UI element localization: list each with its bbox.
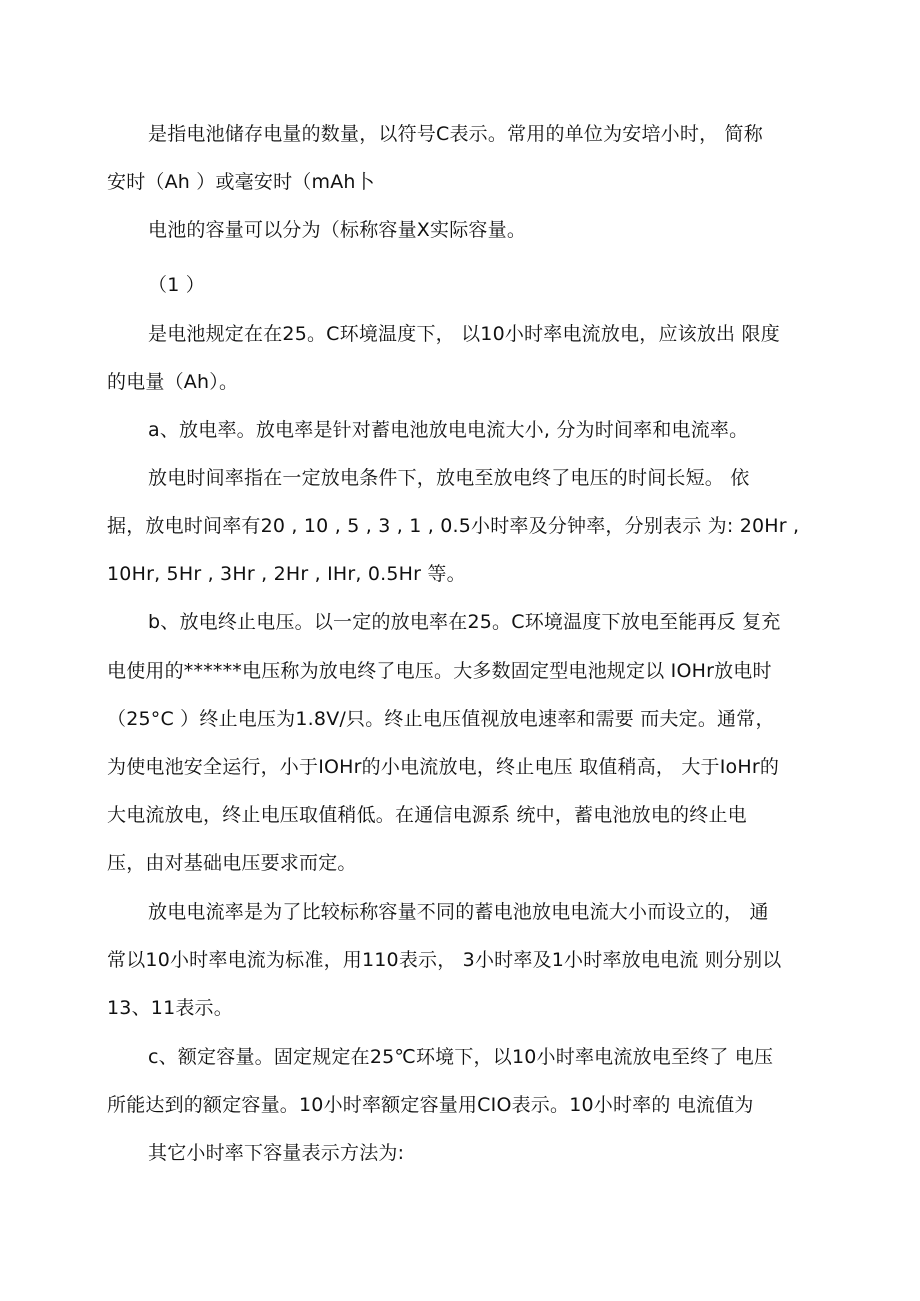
text-line-other-rates: 其它小时率下容量表示方法为:: [148, 1142, 405, 1164]
text-line-time-rate-values: 据，放电时间率有20 , 10 , 5 , 3 , 1 , 0.5小时率及分钟率，分别表示 为: 20Hr ,: [107, 515, 800, 537]
text-line-cutoff-voltage-4: 为使电池安全运行，小于IOHr的小电流放电，终止电压 取值稍高， 大于IoHr的: [107, 756, 780, 778]
text-line-cutoff-voltage-5: 大电流放电，终止电压取值稍低。在通信电源系 统中，蓄电池放电的终止电: [107, 804, 747, 826]
text-line-capacity-definition: 是指电池储存电量的数量，以符号C表示。常用的单位为安培小时， 简称: [148, 123, 763, 145]
text-line-time-rate-hr: 10Hr, 5Hr , 3Hr , 2Hr , IHr, 0.5Hr 等。: [107, 563, 466, 585]
section-number: （1 ）: [148, 274, 205, 296]
text-line-discharge-rate: a、放电率。放电率是针对蓄电池放电电流大小, 分为时间率和电流率。: [148, 419, 749, 441]
text-line-rated-capacity: 是电池规定在在25。C环境温度下， 以10小时率电流放电，应该放出 限度: [148, 323, 780, 345]
text-line-nominal-capacity: c、额定容量。固定规定在25℃环境下，以10小时率电流放电至终了 电压: [148, 1046, 774, 1068]
text-line-cutoff-voltage-3: （25°C ）终止电压为1.8V/只。终止电压值视放电速率和需要 而夫定。通常，: [107, 708, 775, 730]
text-line-current-rate: 放电电流率是为了比较标称容量不同的蓄电池放电电流大小而设立的， 通: [148, 901, 769, 923]
text-line-cutoff-voltage-6: 压，由对基础电压要求而定。: [107, 852, 357, 874]
text-line-current-rate-2: 常以10小时率电流为标准，用110表示， 3小时率及1小时率放电电流 则分别以: [107, 949, 782, 971]
text-line-time-rate: 放电时间率指在一定放电条件下，放电至放电终了电压的时间长短。 依: [148, 467, 750, 489]
text-line-current-rate-3: 13、11表示。: [107, 997, 233, 1019]
text-line-cutoff-voltage-2: 电使用的******电压称为放电终了电压。大多数固定型电池规定以 IOHr放电时: [107, 660, 772, 682]
text-line-capacity-types: 电池的容量可以分为（标称容量X实际容量。: [148, 219, 527, 241]
text-line-cutoff-voltage: b、放电终止电压。以一定的放电率在25。C环境温度下放电至能再反 复充: [148, 611, 781, 633]
text-line-rated-capacity-cont: 的电量（Ah）。: [107, 371, 239, 393]
text-line-capacity-units: 安时（Ah ）或毫安时（mAh卜: [107, 171, 375, 193]
text-line-nominal-capacity-2: 所能达到的额定容量。10小时率额定容量用CIO表示。10小时率的 电流值为: [107, 1094, 754, 1116]
